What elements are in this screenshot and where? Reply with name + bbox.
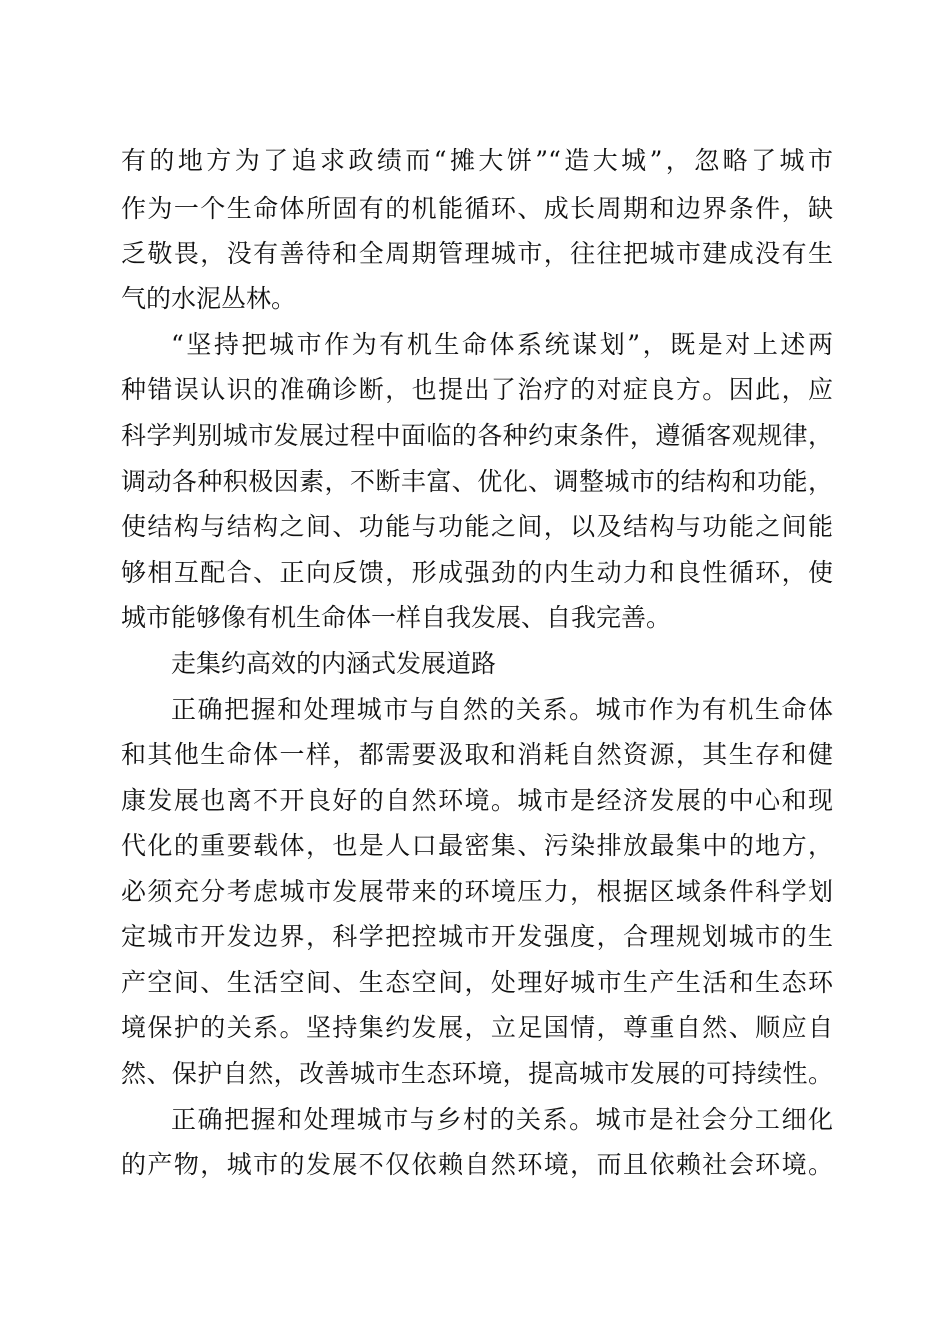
text-line: 定城市开发边界，科学把控城市开发强度，合理规划城市的生 <box>121 922 833 951</box>
text-line: 产空间、生活空间、生态空间，处理好城市生产生活和生态环 <box>121 968 833 997</box>
paragraph-first-line: “坚持把城市作为有机生命体系统谋划”，既是对上述两 <box>171 330 833 359</box>
text-line: 然、保护自然，改善城市生态环境，提高城市发展的可持续性。 <box>121 1059 833 1088</box>
text-line: 的产物，城市的发展不仅依赖自然环境，而且依赖社会环境。 <box>121 1150 833 1179</box>
text-line: 代化的重要载体，也是人口最密集、污染排放最集中的地方， <box>121 831 833 860</box>
text-line: 有的地方为了追求政绩而“摊大饼”“造大城”，忽略了城市 <box>121 146 833 175</box>
paragraph-first-line: 正确把握和处理城市与乡村的关系。城市是社会分工细化 <box>171 1105 833 1134</box>
text-line: 调动各种积极因素，不断丰富、优化、调整城市的结构和功能， <box>121 467 833 496</box>
text-line: 气的水泥丛林。 <box>121 284 297 313</box>
section-heading: 走集约高效的内涵式发展道路 <box>171 649 497 678</box>
text-line: 康发展也离不开良好的自然环境。城市是经济发展的中心和现 <box>121 786 833 815</box>
text-line: 境保护的关系。坚持集约发展，立足国情，尊重自然、顺应自 <box>121 1013 833 1042</box>
text-line: 乏敬畏，没有善待和全周期管理城市，往往把城市建成没有生 <box>121 239 833 268</box>
text-line: 城市能够像有机生命体一样自我发展、自我完善。 <box>121 603 672 632</box>
text-line: 必须充分考虑城市发展带来的环境压力，根据区域条件科学划 <box>121 877 833 906</box>
text-line: 种错误认识的准确诊断，也提出了治疗的对症良方。因此，应 <box>121 375 833 404</box>
paragraph-first-line: 正确把握和处理城市与自然的关系。城市作为有机生命体 <box>171 695 833 724</box>
text-line: 够相互配合、正向反馈，形成强劲的内生动力和良性循环，使 <box>121 558 833 587</box>
text-line: 科学判别城市发展过程中面临的各种约束条件，遵循客观规律， <box>121 421 833 450</box>
text-line: 作为一个生命体所固有的机能循环、成长周期和边界条件，缺 <box>121 194 833 223</box>
text-line: 和其他生命体一样，都需要汲取和消耗自然资源，其生存和健 <box>121 740 833 769</box>
text-line: 使结构与结构之间、功能与功能之间，以及结构与功能之间能 <box>121 512 833 541</box>
